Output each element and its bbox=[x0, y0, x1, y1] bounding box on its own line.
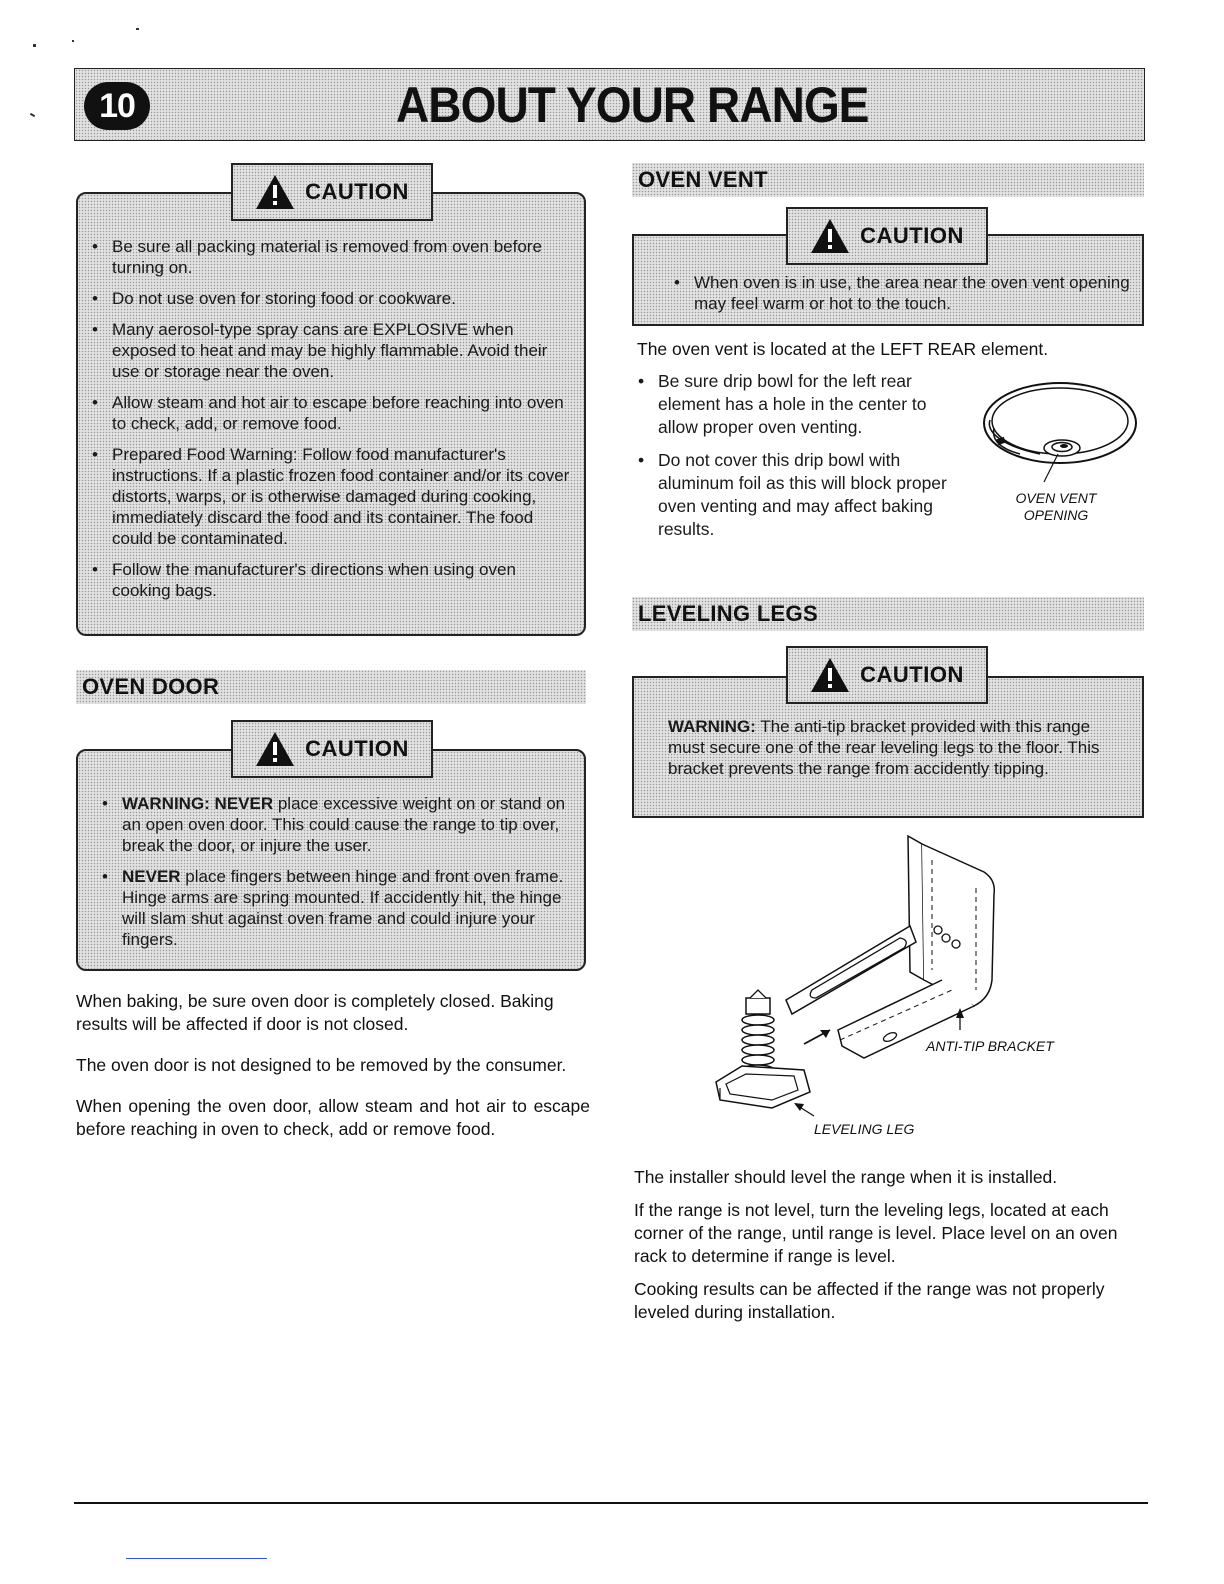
paragraph: Cooking results can be affected if the range was not properly leveled during installation. bbox=[634, 1279, 1105, 1322]
leveling-legs-caution-text bbox=[668, 716, 1128, 779]
caution-label bbox=[231, 163, 433, 221]
oven-vent-item: • Be sure drip bowl for the left rear element has a hole in the center to allow proper oven venting. bbox=[636, 370, 958, 439]
caution-item-text: place fingers between hinge and front oven frame. Hinge arms are spring mounted. If accidently hit, the hinge will slam shut against oven frame and could injure your fingers. bbox=[122, 867, 564, 949]
section-heading-leveling-legs: LEVELING LEGS bbox=[632, 597, 1144, 631]
general-caution-item: • Follow the manufacturer's directions when using oven cooking bags. bbox=[90, 559, 570, 601]
scan-speck bbox=[136, 28, 139, 30]
footer-link-line bbox=[126, 1558, 267, 1559]
section-heading-oven-vent: OVEN VENT bbox=[632, 163, 1144, 197]
oven-door-caution-box bbox=[76, 749, 586, 971]
oven-vent-intro: The oven vent is located at the LEFT REAR element. bbox=[637, 339, 1049, 359]
general-caution-item: • Prepared Food Warning: Follow food manufacturer's instructions. If a plastic frozen food container and/or its cover distorts, warps, or is otherwise damaged during cooking, immediately discard the food and its container. The food could be contaminated. bbox=[90, 444, 570, 549]
caution-label bbox=[786, 646, 988, 704]
caution-item-bold: WARNING: bbox=[668, 717, 756, 736]
oven-vent-list bbox=[636, 370, 958, 551]
caution-label-text: CAUTION bbox=[305, 736, 409, 761]
caution-item-bold: WARNING: NEVER bbox=[122, 794, 274, 813]
anti-tip-bracket-label: ANTI-TIP BRACKET bbox=[926, 1038, 1054, 1054]
oven-vent-item: • Do not cover this drip bowl with aluminum foil as this will block proper oven venting and may affect baking results. bbox=[636, 449, 958, 541]
caution-item-text: place excessive weight on or stand on an open oven door. This could cause the range to tip over, break the door, or injure the user. bbox=[122, 794, 566, 855]
oven-door-caution-item bbox=[100, 793, 574, 856]
leveling-leg-label: LEVELING LEG bbox=[814, 1121, 915, 1137]
caution-item-bold: NEVER bbox=[122, 867, 181, 886]
page-number: 10 bbox=[84, 82, 150, 130]
general-caution-item: • Allow steam and hot air to escape before reaching into oven to check, add, or remove food. bbox=[90, 392, 570, 434]
scan-speck bbox=[33, 44, 36, 47]
warning-triangle-icon bbox=[255, 174, 295, 210]
oven-vent-figure-label bbox=[996, 490, 1116, 524]
paragraph: When baking, be sure oven door is completely closed. Baking results will be affected if door is not closed. bbox=[76, 991, 554, 1034]
paragraph: If the range is not level, turn the leveling legs, located at each corner of the range, until range is level. Place level on an oven rack to determine if range is level. bbox=[634, 1200, 1118, 1266]
general-caution-item: • Do not use oven for storing food or cookware. bbox=[90, 288, 570, 309]
paragraph: The oven door is not designed to be removed by the consumer. bbox=[76, 1055, 567, 1075]
caution-label bbox=[786, 207, 988, 265]
drip-bowl-figure bbox=[980, 376, 1140, 486]
figure-label-line: OPENING bbox=[1023, 507, 1089, 523]
oven-door-body bbox=[76, 990, 590, 1141]
general-caution-item: • Be sure all packing material is removed from oven before turning on. bbox=[90, 236, 570, 278]
oven-door-caution-list bbox=[100, 793, 574, 960]
paragraph: The installer should level the range when it is installed. bbox=[634, 1167, 1058, 1187]
section-heading-oven-door: OVEN DOOR bbox=[76, 670, 586, 704]
paragraph: When opening the oven door, allow steam and hot air to escape before reaching in oven to check, add or remove food. bbox=[76, 1096, 590, 1139]
oven-vent-caution-list bbox=[672, 272, 1132, 324]
leveling-legs-body bbox=[634, 1166, 1134, 1324]
general-caution-list bbox=[90, 236, 570, 611]
caution-item-text: The anti-tip bracket provided with this range must secure one of the rear leveling legs to the floor. This bracket prevents the range from accidently tipping. bbox=[668, 717, 1100, 778]
caution-label-text: CAUTION bbox=[860, 223, 964, 248]
oven-vent-caution-item: • When oven is in use, the area near the oven vent opening may feel warm or hot to the touch. bbox=[672, 272, 1132, 314]
page-title: ABOUT YOUR RANGE bbox=[396, 77, 869, 133]
anti-tip-bracket-figure bbox=[712, 830, 1012, 1120]
caution-label-text: CAUTION bbox=[860, 662, 964, 687]
caution-label-text: CAUTION bbox=[305, 179, 409, 204]
general-caution-item: • Many aerosol-type spray cans are EXPLOSIVE when exposed to heat and may be highly flammable. Avoid their use or storage near the oven. bbox=[90, 319, 570, 382]
warning-triangle-icon bbox=[255, 731, 295, 767]
scan-speck bbox=[30, 113, 35, 117]
oven-door-caution-item bbox=[100, 866, 574, 950]
footer-rule bbox=[74, 1502, 1148, 1504]
scan-speck bbox=[72, 40, 74, 42]
figure-label-line: OVEN VENT bbox=[1015, 490, 1097, 506]
caution-label bbox=[231, 720, 433, 778]
warning-triangle-icon bbox=[810, 218, 850, 254]
general-caution-box bbox=[76, 192, 586, 636]
warning-triangle-icon bbox=[810, 657, 850, 693]
